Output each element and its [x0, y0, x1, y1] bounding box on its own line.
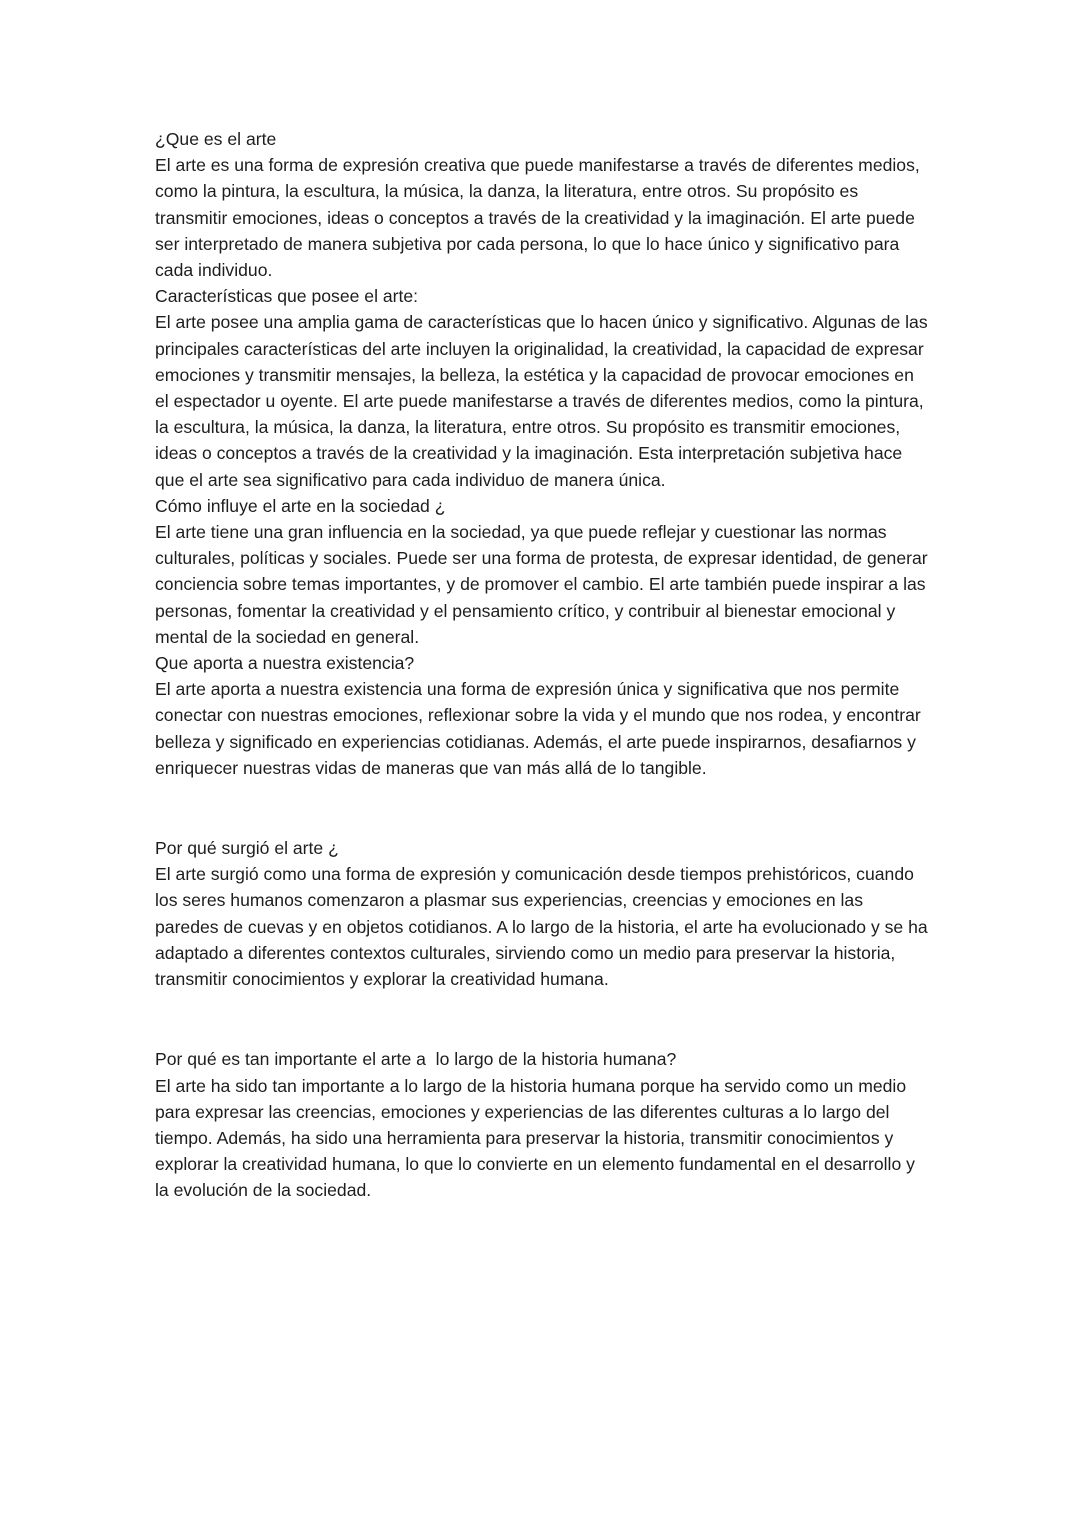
section-heading-por-que-surgio: Por qué surgió el arte ¿	[155, 838, 339, 859]
section-body-importancia-historia: El arte ha sido tan importante a lo largo de la historia humana porque ha servido como un medio para expresar las creencias, emociones y experiencias de las diferentes culturas a lo largo del tiempo. Además, ha sido una herramienta para preservar la historia, transmitir conocimientos y explorar la creatividad humana, lo que lo convierte en un elemento fundamental en el desarrollo y la evolución de la sociedad.	[155, 1075, 915, 1201]
section-body-aporte-existencia: El arte aporta a nuestra existencia una forma de expresión única y significativa que nos permite conectar con nuestras emociones, reflexionar sobre la vida y el mundo que nos rodea, y encontrar belleza y significado en experiencias cotidianas. Además, el arte puede inspirarnos, desafiarnos y enriquecer nuestras vidas de maneras que van más allá de lo tangible.	[155, 679, 921, 778]
section-heading-que-es-el-arte: ¿Que es el arte	[155, 129, 277, 149]
section-body-por-que-surgio: El arte surgió como una forma de expresión y comunicación desde tiempos prehistóricos, cuando los seres humanos comenzaron a plasmar sus experiencias, creencias y emociones en las paredes de cuevas y en objetos cotidianos. A lo largo de la historia, el arte ha evolucionado y se ha adaptado a diferentes contextos culturales, sirviendo como un medio para preservar la historia, transmitir conocimientos y explorar la creatividad humana.	[155, 864, 928, 990]
document-page	[155, 126, 930, 1204]
section-heading-caracteristicas: Características que posee el arte:	[155, 286, 419, 307]
section-heading-importancia-historia: Por qué es tan importante el arte a lo largo de la historia humana?	[155, 1049, 677, 1070]
section-heading-influencia-sociedad: Cómo influye el arte en la sociedad ¿	[155, 495, 446, 516]
section-body-caracteristicas: El arte posee una amplia gama de características que lo hacen único y significativo. Algunas de las principales características del arte incluyen la originalidad, la creatividad, la capacidad de expresar emociones y transmitir mensajes, la belleza, la estética y la capacidad de provocar emociones en el espectador u oyente. El arte puede manifestarse a través de diferentes medios, como la pintura, la escultura, la música, la danza, la literatura, entre otros. Su propósito es transmitir emociones, ideas o conceptos a través de la creatividad y la imaginación. Esta interpretación subjetiva hace que el arte sea significativo para cada individuo de manera única.	[155, 312, 928, 490]
section-body-que-es-el-arte: El arte es una forma de expresión creativa que puede manifestarse a través de diferentes medios, como la pintura, la escultura, la música, la danza, la literatura, entre otros. Su propósito es transmitir emociones, ideas o conceptos a través de la creatividad y la imaginación. El arte puede ser interpretado de manera subjetiva por cada persona, lo que lo hace único y significativo para cada individuo.	[155, 155, 920, 281]
section-heading-aporte-existencia: Que aporta a nuestra existencia?	[155, 653, 415, 674]
section-body-influencia-sociedad: El arte tiene una gran influencia en la sociedad, ya que puede reflejar y cuestionar las normas culturales, políticas y sociales. Puede ser una forma de protesta, de expresar identidad, de generar conciencia sobre temas importantes, y de promover el cambio. El arte también puede inspirar a las personas, fomentar la creatividad y el pensamiento crítico, y contribuir al bienestar emocional y mental de la sociedad en general.	[155, 522, 928, 647]
